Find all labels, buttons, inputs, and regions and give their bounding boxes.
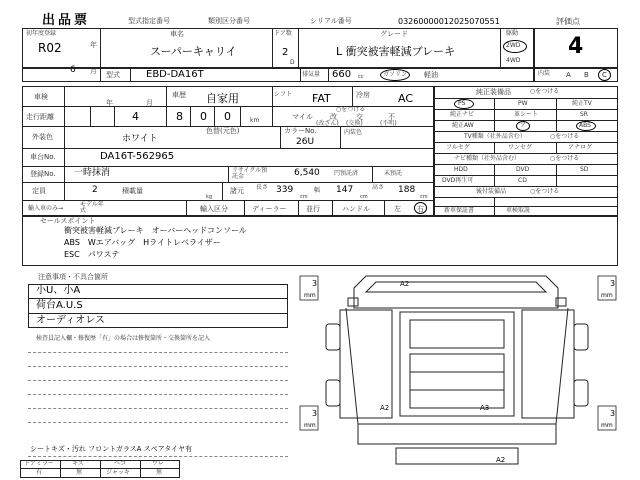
year-mark: 年 — [90, 41, 97, 49]
equip-sr: SR — [580, 111, 588, 118]
tv-fullseg: フルセグ — [446, 144, 470, 151]
handle-left: 左 — [394, 205, 401, 213]
ac-value: AC — [398, 92, 414, 105]
legend-mirror-val: 有 — [36, 469, 43, 476]
dealer-label: ディーラー — [252, 205, 287, 213]
displacement-unit: cc — [358, 74, 364, 80]
displacement-value: 660 — [332, 69, 352, 80]
inspection-label: 車検 — [34, 93, 48, 101]
width-value: 147 — [336, 185, 354, 195]
tread-front-left-unit: mm — [304, 292, 316, 299]
type-approval-label: 型式指定番号 — [128, 17, 170, 25]
displacement-label: 排気量 — [302, 71, 321, 78]
tread-rear-left-unit: mm — [304, 422, 316, 429]
legend-dent: ヘコ — [114, 460, 127, 467]
fuel-gasoline: ガソリン — [383, 71, 408, 78]
tv-note: ○をつける — [550, 133, 580, 140]
int-color-label: 内装色 — [344, 129, 363, 136]
warranty-label: 新車保証書 — [444, 207, 475, 214]
model-label: 型式 — [106, 71, 120, 79]
height-label: 高さ — [372, 184, 385, 191]
chassis-number: DA16T-562965 — [100, 151, 175, 162]
inspection-month-mark: 月 — [146, 99, 153, 107]
notes-title: 注意事項・不具合箇所 — [38, 273, 108, 281]
body-history-label: 車歴 — [172, 91, 186, 99]
doors-label: ドア数 — [274, 30, 292, 37]
month-mark: 月 — [90, 67, 97, 75]
dvd-playback: DVD再生可 — [442, 177, 474, 184]
tread-front-right: 3 — [610, 279, 616, 288]
sales-points-title: セールスポイント — [40, 217, 96, 225]
legend-crack: ワレ — [152, 460, 165, 467]
reg-value: 一時抹消 — [74, 168, 111, 178]
interior-grade-c: C — [602, 71, 607, 79]
navi-dvd: DVD — [516, 166, 530, 173]
tamper-exchanged: 交 — [356, 113, 363, 121]
equip-tv: 純正TV — [572, 100, 592, 107]
length-unit: cm — [300, 194, 308, 200]
car-name: スーパーキャリイ — [150, 45, 237, 58]
equip-leather: 革シート — [514, 111, 539, 118]
manual-label: 車検取説 — [506, 207, 531, 214]
tamper-altered-sub: (改ざん) — [316, 120, 339, 127]
navi-hdd: HDD — [454, 166, 468, 173]
car-diagram — [296, 268, 620, 480]
circle-note: ○をつける — [336, 106, 366, 113]
tread-rear-left: 3 — [312, 409, 318, 418]
color-no-label: カラーNo. — [284, 127, 317, 135]
model-value: EBD-DA16T — [146, 69, 204, 80]
ext-color-value: ホワイト — [122, 134, 158, 144]
legend-scratch: キズ — [72, 460, 84, 467]
interior-label: 内装 — [538, 70, 551, 77]
reg-month: 6 — [70, 65, 76, 75]
door-count: 2 — [282, 47, 289, 58]
tread-front-right-unit: mm — [601, 292, 613, 299]
legend-dent-val: ジャッキ — [106, 469, 130, 476]
interior-grade-b: B — [584, 71, 589, 79]
sales-point-line-2: ABS Wエアバッグ Hライトレベライザー — [64, 238, 221, 247]
reg-label: 登録No. — [30, 170, 56, 178]
equip-pw: PW — [518, 100, 528, 107]
sheet-title: 出品票 — [42, 13, 91, 28]
score-label: 評価点 — [556, 17, 580, 26]
seat-note: シートキズ・汚れ フロントガラスA スペアタイヤ有 — [30, 445, 193, 453]
mileage-digit-3: 0 — [200, 110, 207, 123]
recycle-label: リサイクル預託金 — [232, 167, 268, 180]
mileage-digit-1: 4 — [132, 110, 139, 123]
damage-mark-rear-left: A2 — [380, 404, 390, 412]
height-value: 188 — [398, 185, 416, 195]
navi-note: ○をつける — [550, 155, 580, 162]
navi-cd: CD — [518, 177, 527, 184]
mileage-label: 走行距離 — [26, 113, 54, 121]
class-number-label: 類別区分番号 — [208, 17, 250, 25]
grade-value: L 衝突被害軽減ブレーキ — [336, 45, 456, 58]
length-value: 339 — [276, 185, 294, 195]
paint-change-label: 色替(元色) — [206, 127, 240, 135]
length-label: 長さ — [256, 184, 269, 191]
note-line-1: 小U、小A — [36, 285, 81, 296]
equip-abs: ABS — [579, 122, 591, 129]
capacity-value: 2 — [92, 185, 98, 195]
mileage-unit: km — [250, 117, 260, 124]
drive-4wd: 4WD — [506, 57, 521, 64]
fuel-light-oil: 軽油 — [424, 71, 438, 79]
capacity-label: 定員 — [32, 187, 46, 195]
ac-label: 冷房 — [356, 91, 370, 99]
shift-label: シフト — [274, 91, 293, 98]
legend-scratch-val: 無 — [76, 469, 83, 476]
navi-title: ナビ種類（社外品含む） — [454, 155, 521, 162]
equipment-note: ○をつける — [530, 88, 560, 95]
body-history-value: 自家用 — [206, 92, 239, 105]
inspector-title: 検査員記入欄・修復歴「有」の場合は修復箇所・交換箇所を記入 — [36, 335, 211, 342]
load-label: 積載量 — [122, 187, 143, 195]
car-name-label: 車名 — [170, 30, 184, 38]
tread-rear-right: 3 — [610, 409, 616, 418]
color-no-value: 26U — [296, 137, 315, 147]
damage-mark-front: A2 — [400, 280, 410, 288]
era-year: R02 — [38, 41, 62, 55]
sales-point-line-1: 衝突被害軽減ブレーキ オーバーヘッドコンソール — [64, 226, 247, 235]
equip-ps: PS — [458, 100, 466, 107]
tamper-unknown: 不 — [388, 113, 395, 121]
height-unit: cm — [420, 194, 428, 200]
first-reg-label: 初年度登録 — [26, 30, 57, 37]
serial-label: シリアル番号 — [310, 17, 352, 25]
drive-2wd: 2WD — [506, 42, 521, 49]
width-label: 幅 — [314, 187, 321, 194]
width-unit: cm — [360, 194, 368, 200]
tv-title: TV種類（社外品含む） — [464, 133, 526, 140]
equipment-title: 純正装備品 — [476, 88, 511, 96]
equip-aw: 純正AW — [452, 122, 474, 129]
tamper-unknown-sub: (不明) — [380, 120, 397, 127]
equip-ac: ア — [520, 122, 527, 129]
recycle-unit: 円預託済 — [334, 170, 359, 177]
score-value: 4 — [568, 34, 584, 59]
size-label: 諸元 — [230, 187, 244, 195]
ext-color-label: 外装色 — [32, 133, 53, 141]
door-suffix: D — [290, 59, 295, 66]
import-only-label: 輸入車のみ→ — [28, 205, 64, 212]
serial-number: 03260000012025070551 — [398, 17, 500, 26]
tread-rear-right-unit: mm — [601, 422, 613, 429]
damage-mark-rear-center: A3 — [480, 404, 490, 412]
sales-point-line-3: ESC パワステ — [64, 250, 120, 259]
note-line-3: オーディオレス — [36, 315, 105, 326]
model-year-label: モデル年式 — [80, 201, 104, 214]
grade-label: グレード — [380, 30, 408, 38]
recycle-value: 6,540 — [294, 168, 320, 178]
interior-grade-a: A — [566, 71, 571, 79]
tv-oneseg: ワンセグ — [508, 144, 533, 151]
handle-right: 右 — [417, 205, 424, 213]
post-equipment-note: ○をつける — [530, 188, 560, 195]
mile-label: マイル — [292, 113, 313, 121]
inspection-year-mark: 年 — [106, 99, 113, 107]
drive-label: 駆動 — [506, 30, 519, 37]
note-line-2: 荷台A.U.S — [36, 300, 83, 311]
handle-label: ハンドル — [342, 205, 370, 213]
mileage-digit-4: 0 — [224, 110, 231, 123]
equip-navi: 純正ナビ — [450, 111, 475, 118]
shift-value: FAT — [312, 92, 331, 105]
mileage-digit-2: 8 — [176, 110, 183, 123]
chassis-label: 車台No. — [30, 153, 56, 161]
parallel-label: 並行 — [306, 205, 320, 213]
legend-crack-val: 無 — [156, 469, 163, 476]
import-class-label: 輸入区分 — [200, 205, 228, 213]
damage-mark-rear: A2 — [496, 456, 506, 464]
tamper-altered: 改 — [330, 113, 337, 121]
load-unit: kg — [206, 194, 213, 200]
post-equipment-title: 後付装備品 — [476, 188, 507, 195]
tv-analog: アナログ — [568, 144, 593, 151]
navi-sd: SD — [580, 166, 589, 173]
legend-mirror: ドアミラー — [24, 460, 54, 467]
tread-front-left: 3 — [312, 279, 318, 288]
recycle-unpaid: 未預託 — [384, 170, 403, 177]
tamper-exchanged-sub: (交換) — [346, 120, 363, 127]
